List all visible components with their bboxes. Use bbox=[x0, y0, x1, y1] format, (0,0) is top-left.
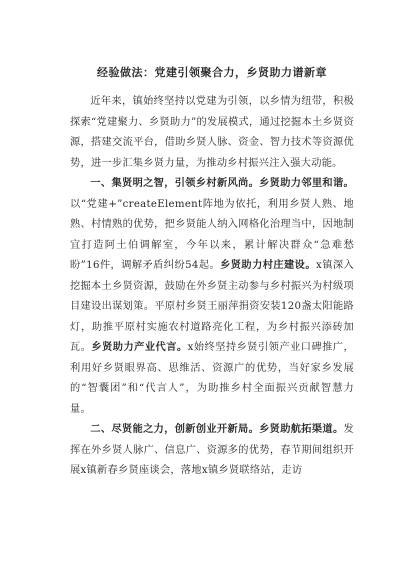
section-1-sub2-text: x镇深入挖掘本土乡贤资源，鼓励在外乡贤主动参与乡村振兴为村级项目建设出谋划策。平原村乡贤王丽萍捐资安装120盏太阳能路灯，助推平原村实施农村道路亮化工程，为乡村振兴添砖加瓦。 bbox=[70, 260, 354, 353]
document-title: 经验做法：党建引领聚合力，乡贤助力谱新章 bbox=[97, 66, 327, 79]
intro-paragraph: 近年来，镇始终坚持以党建为引领，以乡情为纽带，积极探索“党建聚力、乡贤助力”的发展模式，通过挖掘本土乡贤资源，搭建交流平台，借助乡贤人脉、资金、智力技术等资源优势，进一步汇集乡贤力量，为推动乡村振兴注入强大动能。 bbox=[70, 96, 354, 169]
section-1-sub3-text: x始终坚持乡贤引领产业口碑推广，利用好乡贤眼界高、思维活、资源广的优势，当好家乡发展的“智囊团”和“代言人”，为助推乡村全面振兴贡献智慧力量。 bbox=[70, 342, 355, 415]
section-1-text: 以“党建+”createElement阵地为依托，利用乡贤人熟、地熟、村情熟的优势，把乡贤能人纳入网格化治理当中，因地制宜打造阿土伯调解室，今年以来，累计解决群众“急难愁盼”16件，调解矛盾纠纷54起。 bbox=[70, 198, 354, 271]
section-2-text: 发挥在外乡贤人脉广、信息广、资源多的优势，春节期间组织开展x镇新春乡贤座谈会，落地x镇乡贤联络站，走访 bbox=[70, 424, 354, 476]
section-1-heading: 一、集贤明之智，引领乡村新风尚。乡贤助力邻里和谐。 bbox=[90, 178, 354, 189]
section-1-sub2-heading: 乡贤助力村庄建设。 bbox=[220, 260, 316, 271]
section-1-sub3-heading: 乡贤助力产业代言。 bbox=[91, 342, 188, 353]
section-2-paragraph bbox=[70, 420, 354, 482]
section-1-paragraph bbox=[70, 174, 354, 420]
section-2-heading: 二、尽贤能之力，创新创业开新局。乡贤助航拓渠道。 bbox=[90, 424, 344, 435]
